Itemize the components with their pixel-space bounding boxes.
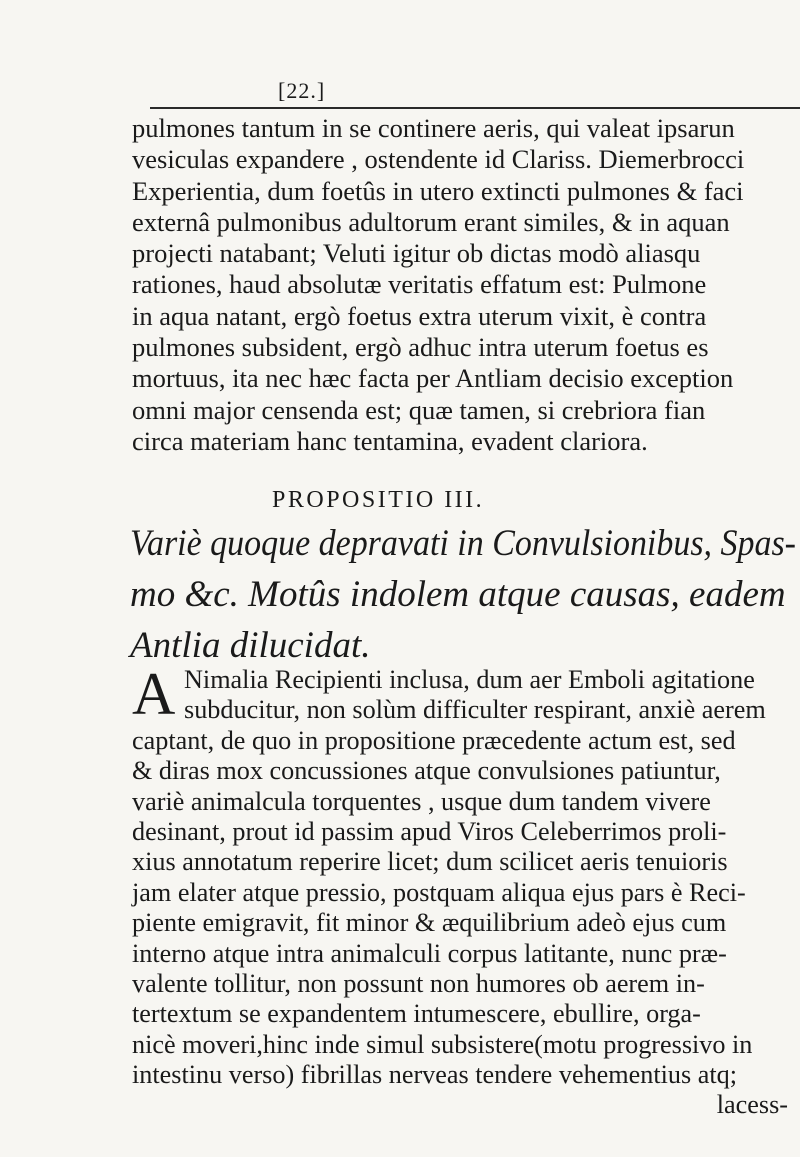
catchword: lacess- — [716, 1090, 788, 1120]
paragraph-line: pulmones tantum in se continere aeris, qui valeat ipsarun — [132, 113, 735, 143]
header-rule — [150, 107, 800, 109]
paragraph-line: piente emigravit, fit minor & æquilibrium adeò ejus cum — [132, 908, 727, 938]
paragraph-line: subducitur, non solùm difficulter respirant, anxiè aerem — [184, 695, 766, 725]
proposition-heading: PROPOSITIO III. — [272, 487, 485, 513]
proposition-summary — [130, 518, 800, 671]
paragraph-line: desinant, prout id passim apud Viros Celeberrimos proli- — [132, 816, 727, 846]
paragraph-1 — [132, 113, 800, 457]
paragraph-line: in aqua natant, ergò foetus extra uterum vixit, è contra — [132, 300, 707, 331]
paragraph-line: vesiculas expandere , ostendente id Clariss. Diemerbrocci — [132, 144, 745, 175]
summary-line: Antlia dilucidat. — [130, 625, 371, 666]
paragraph-line: variè animalcula torquentes , usque dum tandem vivere — [132, 786, 711, 816]
paragraph-line: Experientia, dum foetûs in utero extincti pulmones & faci — [132, 175, 744, 206]
page-header — [278, 78, 518, 104]
paragraph-line: externâ pulmonibus adultorum erant similes, & in aquan — [132, 206, 730, 237]
paragraph-line: captant, de quo in propositione præcedente actum est, sed — [132, 725, 736, 755]
summary-line: mo &c. Motûs indolem atque causas, eadem — [130, 574, 786, 615]
paragraph-line: xius annotatum reperire licet; dum scilicet aeris tenuioris — [132, 847, 728, 877]
paragraph-line: intestinu verso) fibrillas nerveas tendere vehementius atq; — [132, 1060, 738, 1090]
paragraph-line: circa materiam hanc tentamina, evadent clariora. — [132, 425, 648, 456]
paragraph-line: valente tollitur, non possunt non humores ob aerem in- — [132, 968, 705, 998]
paragraph-line: nicè moveri,hinc inde simul subsistere(motu progressivo in — [132, 1029, 753, 1059]
paragraph-line: jam elater atque pressio, postquam aliqua ejus pars è Reci- — [132, 877, 746, 907]
page-number: [22.] — [278, 78, 326, 103]
paragraph-line: mortuus, ita nec hæc facta per Antliam decisio exception — [132, 363, 734, 394]
drop-cap: A — [132, 661, 176, 727]
paragraph-line: Nimalia Recipienti inclusa, dum aer Emboli agitatione — [184, 665, 755, 694]
paragraph-line: interno atque intra animalculi corpus latitante, nunc præ- — [132, 938, 727, 968]
paragraph-line: projecti natabant; Veluti igitur ob dictas modò aliasqu — [132, 238, 701, 269]
paragraph-line: pulmones subsident, ergò adhuc intra uterum foetus es — [132, 332, 709, 363]
paragraph-line: rationes, haud absolutæ veritatis effatum est: Pulmone — [132, 269, 707, 300]
paragraph-2 — [132, 661, 800, 1121]
paragraph-line: & diras mox concussiones atque convulsiones patiuntur, — [132, 756, 721, 786]
paragraph-line: omni major censenda est; quæ tamen, si crebriora fian — [132, 394, 706, 425]
summary-line: Variè quoque depravati in Convulsionibus, Spas- — [130, 523, 797, 564]
paragraph-line: tertextum se expandentem intumescere, ebullire, orga- — [132, 999, 701, 1029]
